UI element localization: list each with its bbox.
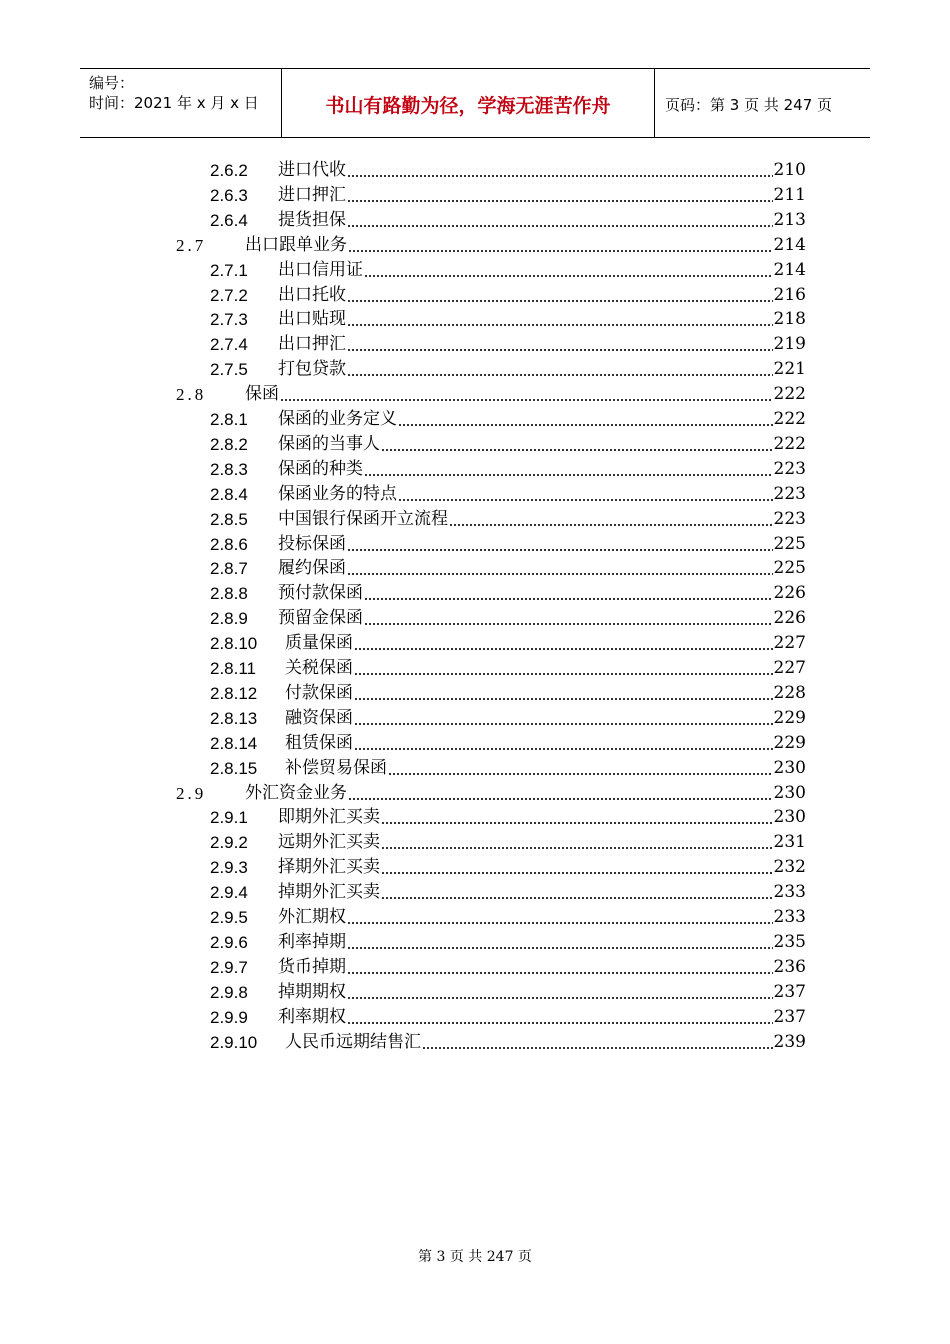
toc-entry-page: 229 [773,707,806,728]
toc-entry[interactable] [210,158,806,183]
toc-entry-number: 2.8 [176,385,207,405]
toc-entry-page: 230 [773,807,806,828]
toc-entry[interactable] [210,681,806,706]
toc-entry-title: 保函 [245,384,279,405]
toc-leader-dots [347,332,773,357]
toc-entry-title: 预付款保函 [278,583,363,604]
toc-entry-title: 外汇资金业务 [245,782,347,803]
toc-entry-number: 2.9.4 [210,883,248,903]
toc-entry[interactable] [210,482,806,507]
toc-entry[interactable] [210,756,806,781]
toc-leader-dots [364,258,773,283]
toc-entry-page: 223 [773,458,806,479]
toc-entry[interactable] [210,930,806,955]
toc-entry-number: 2.9.5 [210,908,248,927]
toc-entry-number: 2.9.8 [210,982,248,1002]
toc-entry-title: 择期外汇买卖 [278,857,380,878]
toc-entry-title: 补偿贸易保函 [285,757,387,778]
toc-entry[interactable] [210,880,806,905]
toc-entry-title: 保函的种类 [278,458,363,479]
toc-leader-dots [354,656,773,681]
toc-entry-number: 2.8.14 [210,733,258,753]
toc-entry-number: 2.9.7 [210,957,248,977]
toc-leader-dots [354,681,773,706]
toc-entry-page: 219 [773,334,806,355]
toc-entry-title: 付款保函 [285,682,353,703]
toc-leader-dots [398,482,773,507]
toc-entry-number: 2.8.13 [210,708,258,728]
toc-leader-dots [347,158,773,183]
toc-entry-number: 2.6.2 [210,161,248,180]
toc-entry[interactable] [210,407,806,432]
toc-entry-page: 210 [773,160,806,180]
toc-entry-title: 保函的当事人 [278,433,380,454]
toc-leader-dots [364,581,773,606]
toc-leader-dots [347,930,773,955]
toc-leader-dots [364,606,773,631]
toc-entry[interactable] [210,183,806,208]
toc-leader-dots [381,805,773,830]
toc-leader-dots [364,457,773,482]
toc-entry-page: 233 [773,907,806,927]
toc-entry[interactable] [210,432,806,457]
toc-entry-number: 2.8.12 [210,683,258,703]
toc-leader-dots [347,1005,773,1030]
toc-leader-dots [347,283,773,308]
toc-entry-page: 222 [773,384,806,405]
toc-entry-page: 225 [773,533,806,554]
toc-entry-number: 2.8.3 [210,459,248,479]
toc-entry-title: 出口托收 [278,284,346,305]
toc-leader-dots [449,507,773,532]
page-header [80,68,870,138]
toc-entry[interactable] [210,332,806,357]
toc-leader-dots [354,731,773,756]
toc-leader-dots [348,781,773,806]
toc-entry-number: 2.8.9 [210,609,248,629]
header-info-cell [80,69,282,137]
toc-entry[interactable] [210,980,806,1005]
toc-entry-title: 投标保函 [278,533,346,554]
toc-entry-number: 2.8.7 [210,559,248,579]
toc-entry-page: 237 [773,1006,806,1027]
toc-entry-page: 230 [773,782,806,803]
toc-entry-page: 221 [773,359,806,380]
toc-entry-page: 239 [773,1031,806,1052]
toc-entry-page: 222 [773,409,806,429]
toc-leader-dots [347,357,773,382]
toc-entry-title: 即期外汇买卖 [278,807,380,828]
toc-leader-dots [347,905,773,930]
toc-entry-title: 融资保函 [285,707,353,728]
toc-entry-number: 2.7.2 [210,285,248,305]
toc-entry-title: 租赁保函 [285,732,353,753]
toc-entry-title: 远期外汇买卖 [278,832,380,853]
toc-leader-dots [347,307,773,332]
toc-entry-number: 2.8.4 [210,484,248,504]
toc-entry-title: 外汇期权 [278,907,346,927]
toc-entry[interactable] [210,1005,806,1030]
toc-entry[interactable] [210,656,806,681]
toc-entry-page: 227 [773,658,806,678]
toc-entry-page: 214 [773,234,806,255]
toc-entry-title: 关税保函 [285,658,353,678]
toc-entry-page: 228 [773,682,806,703]
toc-entry-number: 2.8.10 [210,634,258,654]
toc-entry[interactable] [210,283,806,308]
toc-entry-title: 出口跟单业务 [245,234,347,255]
header-page-info: 页码：第 3 页 共 247 页 [665,96,833,114]
toc-entry-page: 218 [773,309,806,330]
toc-entry-number: 2.7.3 [210,310,248,330]
header-page-cell [655,69,870,137]
toc-entry-title: 预留金保函 [278,608,363,629]
toc-entry-page: 231 [773,832,806,853]
toc-entry-title: 打包贷款 [278,359,346,380]
toc-entry-number: 2.9.9 [210,1007,248,1027]
toc-entry[interactable] [210,507,806,532]
toc-entry-number: 2.7.5 [210,360,248,380]
toc-entry-number: 2.9.1 [210,808,248,828]
toc-entry-number: 2.7 [176,235,207,255]
toc-entry[interactable] [210,706,806,731]
toc-entry-number: 2.8.5 [210,509,248,529]
toc-entry-title: 进口押汇 [278,184,346,205]
toc-entry[interactable] [210,606,806,631]
toc-entry-title: 保函业务的特点 [278,483,397,504]
toc-entry[interactable] [176,781,806,806]
toc-leader-dots [381,880,773,905]
toc-entry-number: 2.8.6 [210,534,248,554]
toc-entry[interactable] [210,556,806,581]
toc-leader-dots [347,183,773,208]
toc-entry-page: 226 [773,608,806,629]
toc-entry-title: 掉期外汇买卖 [278,882,380,903]
toc-entry-page: 230 [773,757,806,778]
toc-entry-title: 出口押汇 [278,334,346,355]
toc-entry[interactable] [210,731,806,756]
toc-entry-number: 2.9.6 [210,932,248,952]
toc-entry[interactable] [210,581,806,606]
toc-leader-dots [347,556,773,581]
toc-leader-dots [347,532,773,557]
toc-entry-page: 226 [773,583,806,604]
toc-entry-title: 出口贴现 [278,309,346,330]
toc-entry-number: 2.9.10 [210,1032,258,1052]
toc-entry[interactable] [176,233,806,258]
toc-leader-dots [354,631,773,656]
toc-entry-page: 236 [773,956,806,977]
toc-entry-page: 229 [773,732,806,753]
toc-leader-dots [388,756,773,781]
toc-entry-page: 235 [773,931,806,952]
toc-entry-title: 人民币远期结售汇 [285,1031,421,1052]
toc-entry-number: 2.9.2 [210,833,248,853]
page-footer: 第 3 页 共 247 页 [418,1249,532,1265]
toc-entry-title: 货币掉期 [278,956,346,977]
toc-leader-dots [398,407,773,432]
toc-leader-dots [354,706,773,731]
toc-entry-number: 2.8.15 [210,758,258,778]
toc-leader-dots [347,208,773,233]
toc-entry[interactable] [210,830,806,855]
toc-entry-title: 履约保函 [278,558,346,579]
toc-entry-number: 2.8.1 [210,410,248,429]
toc-entry-title: 出口信用证 [278,259,363,280]
toc-entry-page: 233 [773,882,806,903]
toc-entry-title: 中国银行保函开立流程 [278,508,448,529]
toc-entry[interactable] [210,855,806,880]
toc-entry-title: 利率掉期 [278,931,346,952]
toc-entry-title: 利率期权 [278,1006,346,1027]
toc-leader-dots [280,382,773,407]
toc-entry[interactable] [210,258,806,283]
toc-entry-page: 227 [773,633,806,654]
toc-entry-number: 2.6.4 [210,210,248,230]
toc-entry-title: 提货担保 [278,209,346,230]
toc-entry[interactable] [210,955,806,980]
toc-entry[interactable] [210,905,806,930]
header-motto: 书山有路勤为径，学海无涯苦作舟 [325,95,611,117]
toc-entry-title: 掉期期权 [278,981,346,1002]
toc-leader-dots [381,830,773,855]
toc-entry[interactable] [176,382,806,407]
toc-entry-page: 237 [773,981,806,1002]
toc-entry[interactable] [210,1030,806,1055]
toc-entry[interactable] [210,208,806,233]
toc-entry-number: 2.8.8 [210,584,248,604]
toc-entry-page: 213 [773,209,806,230]
toc-entry-title: 质量保函 [285,633,353,654]
toc-entry-page: 225 [773,558,806,579]
toc-leader-dots [347,955,773,980]
toc-leader-dots [381,855,773,880]
toc-entry-number: 2.8.2 [210,434,248,454]
toc-entry-number: 2.7.4 [210,335,248,355]
toc-entry[interactable] [210,357,806,382]
toc-leader-dots [422,1030,773,1055]
doc-number-label: 编号： [89,74,135,92]
header-motto-cell [282,69,655,137]
toc-entry[interactable] [210,631,806,656]
toc-entry-number: 2.6.3 [210,185,248,205]
toc-entry-page: 222 [773,433,806,454]
toc-entry-title: 保函的业务定义 [278,409,397,429]
doc-time-label: 时间：2021 年 x 月 x 日 [89,94,259,112]
toc-entry-page: 214 [773,259,806,280]
toc-entry-page: 211 [773,184,806,205]
toc-entry-number: 2.9 [176,783,207,803]
toc-entry[interactable] [210,805,806,830]
toc-entry-number: 2.8.11 [210,659,257,678]
toc-leader-dots [381,432,773,457]
toc-leader-dots [347,980,773,1005]
toc-entry[interactable] [210,532,806,557]
toc-entry-page: 232 [773,857,806,878]
toc-entry-page: 223 [773,508,806,529]
toc-leader-dots [348,233,773,258]
toc-entry-page: 223 [773,483,806,504]
toc-entry[interactable] [210,457,806,482]
toc-entry-number: 2.7.1 [210,260,248,280]
toc-entry-page: 216 [773,284,806,305]
toc-entry-number: 2.9.3 [210,858,248,878]
toc-entry-title: 进口代收 [278,160,346,180]
toc-entry[interactable] [210,307,806,332]
